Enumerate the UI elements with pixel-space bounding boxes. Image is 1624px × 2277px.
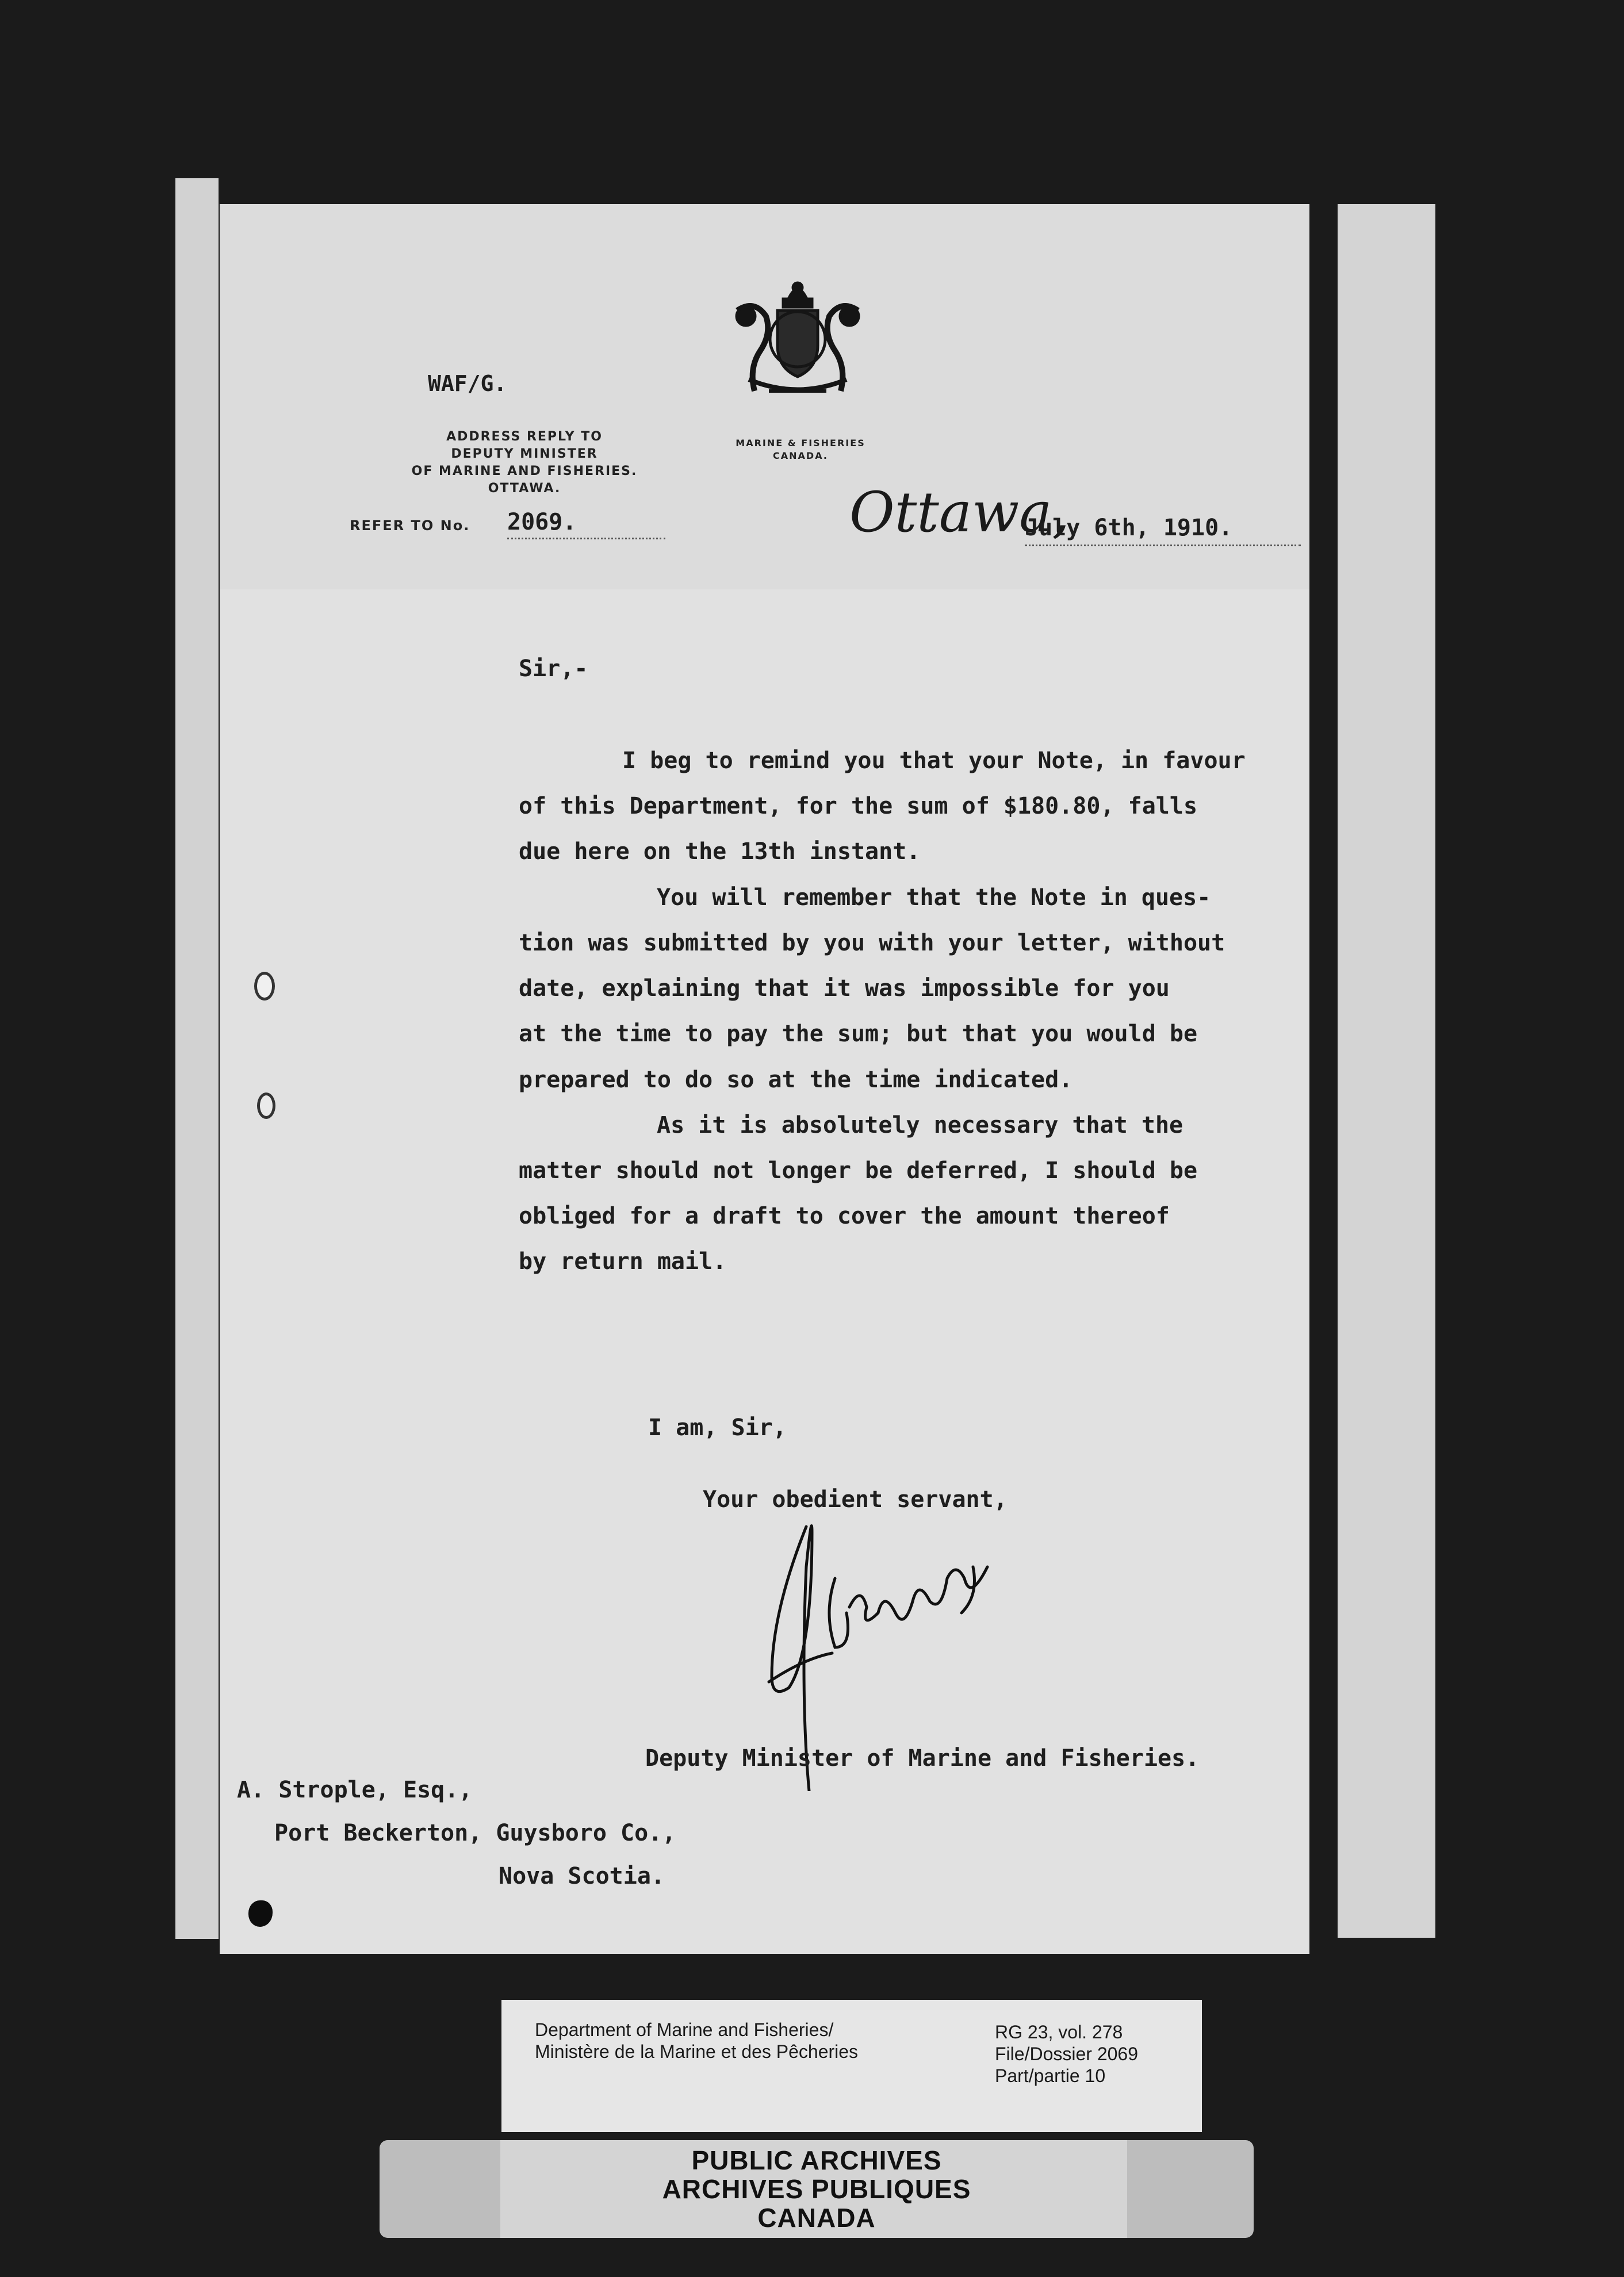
refer-dotted-line [507,538,665,539]
right-film-margin [1338,204,1435,1938]
recipient-address-line: Port Beckerton, Guysboro Co., [274,1820,676,1846]
reply-address-block [375,428,674,497]
label-record-group: RG 23, vol. 278 [995,2022,1123,2042]
stamp-line: ARCHIVES PUBLIQUES [662,2174,971,2204]
body-line: at the time to pay the sum; but that you would be [519,1021,1198,1047]
crest-caption-line: MARINE & FISHERIES [736,438,865,448]
closing-line: Your obedient servant, [703,1486,1008,1513]
public-archives-stamp [380,2140,1254,2238]
crest-caption [726,437,875,462]
body-line: prepared to do so at the time indicated. [519,1067,1073,1093]
body-line: obliged for a draft to cover the amount thereof [519,1203,1170,1229]
punch-hole [254,972,275,1000]
label-department-fr: Ministère de la Marine et des Pêcheries [535,2041,859,2062]
closing-line: I am, Sir, [648,1414,787,1441]
place-name: Ottawa, [849,480,1070,545]
address-line: OTTAWA. [488,481,561,496]
stamp-line: CANADA [757,2203,876,2233]
label-part-number: Part/partie 10 [995,2065,1106,2086]
left-film-margin [175,178,219,1939]
body-line: by return mail. [519,1248,727,1275]
stamp-line: PUBLIC ARCHIVES [691,2145,942,2175]
body-line: You will remember that the Note in ques- [657,884,1211,911]
label-file-number: File/Dossier 2069 [995,2044,1138,2064]
body-line: matter should not longer be deferred, I should be [519,1157,1198,1184]
punch-hole [257,1092,275,1119]
body-line: tion was submitted by you with your letter, without [519,930,1225,956]
refer-number: 2069. [507,509,577,535]
letter-date: July 6th, 1910. [1025,515,1233,541]
label-department-en: Department of Marine and Fisheries/ [535,2019,834,2040]
recipient-name: A. Strople, Esq., [237,1777,473,1803]
date-dotted-line [1025,545,1301,546]
body-line: I beg to remind you that your Note, in favour [622,747,1246,774]
body-line: of this Department, for the sum of $180.80, falls [519,793,1198,819]
crest-caption-line: CANADA. [773,450,828,461]
salutation: Sir,- [519,656,588,682]
royal-coat-of-arms-icon [714,276,881,414]
archive-label-card [501,2000,1202,2132]
ink-blot [248,1900,273,1927]
signer-title: Deputy Minister of Marine and Fisheries. [645,1745,1200,1772]
letter-page [220,204,1309,1954]
recipient-address-line: Nova Scotia. [499,1863,665,1889]
body-line: due here on the 13th instant. [519,838,921,865]
address-line: DEPUTY MINISTER [451,447,598,461]
body-line: date, explaining that it was impossible for you [519,975,1170,1002]
refer-label: REFER TO No. [350,518,470,534]
address-line: OF MARINE AND FISHERIES. [411,464,638,478]
file-reference: WAF/G. [428,371,507,396]
address-line: ADDRESS REPLY TO [446,430,603,444]
body-line: As it is absolutely necessary that the [657,1112,1183,1138]
